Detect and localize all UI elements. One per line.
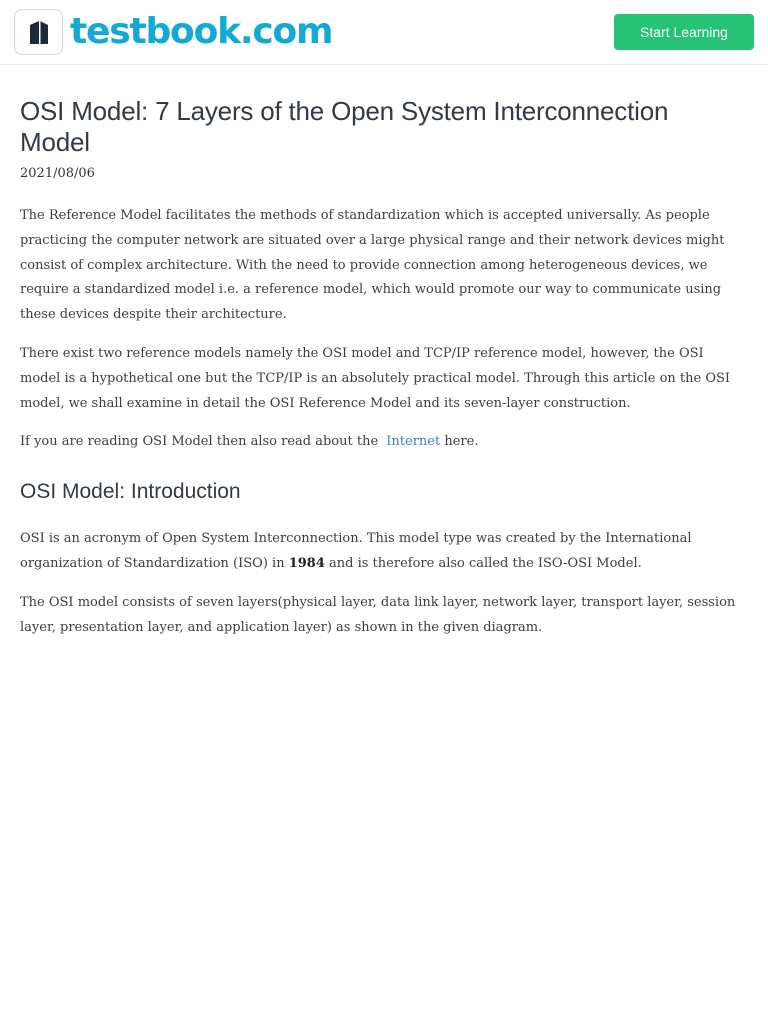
start-learning-button[interactable]: Start Learning (614, 14, 754, 50)
paragraph-text: and is therefore also called the ISO-OSI Model. (324, 555, 642, 571)
site-header (0, 0, 768, 65)
article-paragraph-4 (20, 527, 744, 577)
article-paragraph-5: The OSI model consists of seven layers(physical layer, data link layer, network layer, transport layer, session layer, presentation layer, and application layer) as shown in the given diagram. (20, 594, 736, 635)
article-paragraph-2: There exist two reference models namely the OSI model and TCP/IP reference model, however, the OSI model is a hypothetical one but the TCP/IP is an absolutely practical model. Through this article on the OSI model, we shall examine in detail the OSI Reference Model and its seven-layer construction. (20, 345, 731, 411)
internet-link[interactable]: Internet (386, 434, 441, 450)
paragraph-text: If you are reading OSI Model then also read about the (20, 434, 383, 450)
section-heading-introduction: OSI Model: Introduction (20, 480, 241, 504)
article (20, 96, 744, 640)
article-paragraph-3 (20, 430, 744, 455)
article-paragraph-1: The Reference Model facilitates the methods of standardization which is accepted universally. As people practicing the computer network are situated over a large physical range and their network devices might consist of complex architecture. With the need to provide connection among heterogeneous devices, we require a standardized model i.e. a reference model, which would promote our way to communicate using these devices despite their architecture. (20, 208, 725, 323)
testbook-logo-icon (14, 9, 63, 55)
year-bold: 1984 (288, 555, 325, 571)
article-title: OSI Model: 7 Layers of the Open System Interconnection Model (20, 96, 669, 157)
article-date: 2021/08/06 (20, 166, 95, 181)
testbook-logo[interactable] (14, 9, 332, 55)
paragraph-text: OSI is an acronym of Open System Interconnection. This model type was created by the International organization of Standardization (ISO) in (20, 531, 692, 571)
logo-wordmark: testbook.com (70, 11, 333, 52)
paragraph-text: here. (440, 434, 479, 450)
